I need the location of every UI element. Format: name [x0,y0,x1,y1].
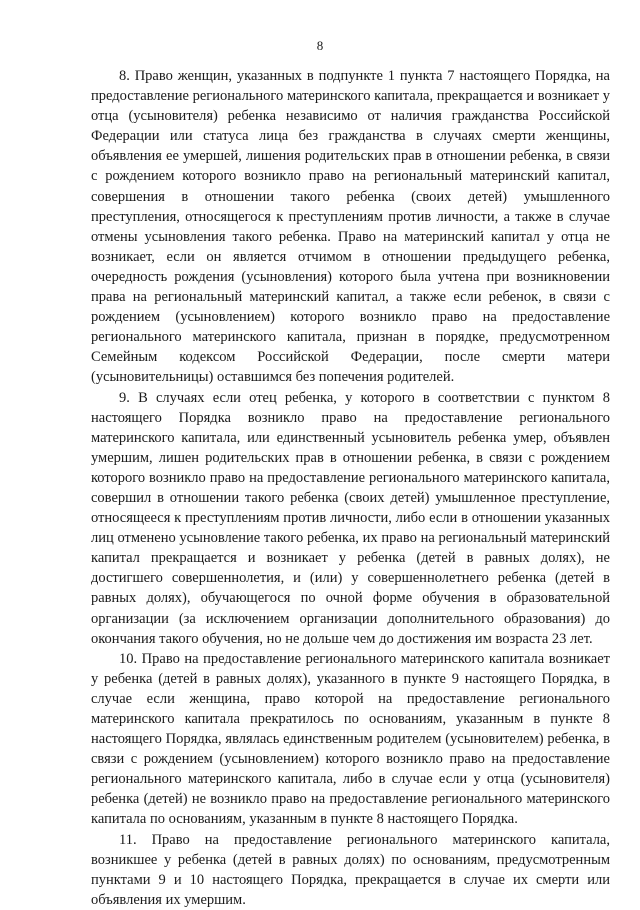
paragraph-9: 9. В случаях если отец ребенка, у которого в соответствии с пунктом 8 настоящего Порядка возникло право на предоставление регионального материнского капитала, или единственный усыновитель ребенка умер, объявлен умершим, лишен родительских прав в отношении ребенка, в связи с рождением которого возникло право на предоставление регионального материнского капитала, совершил в отношении такого ребенка (своих детей) умышленное преступление, относящееся к преступлениям против личности, либо если в отношении указанных лиц отменено усыновление такого ребенка, их право на региональный материнский капитал прекращается и возникает у ребенка (детей в равных долях), не достигшего совершеннолетия, и (или) у совершеннолетнего ребенка (детей в равных долях), обучающегося по очной форме обучения в образовательной организации (за исключением организации дополнительного образования) до окончания такого обучения, но не дольше чем до достижения им возраста 23 лет. [91,389,610,647]
document-body [91,66,610,910]
page-number: 8 [316,38,324,53]
paragraph-11: 11. Право на предоставление регионального материнского капитала, возникшее у ребенка (детей в равных долях) по основаниям, предусмотренным пунктами 9 и 10 настоящего Порядка, прекращается в случае их смерти или объявления их умершим. [91,831,610,908]
paragraph-10: 10. Право на предоставление регионального материнского капитала возникает у ребенка (детей в равных долях), указанного в пункте 9 настоящего Порядка, в случае если женщина, право которой на предоставление регионального материнского капитала прекратилось по основаниям, указанным в пункте 8 настоящего Порядка, являлась единственным родителем (усыновителем) ребенка, в связи с рождением (усыновлением) которого возникло право на предоставление регионального материнского капитала, либо в случае если у отца (усыновителя) ребенка (детей) не возникло право на предоставление регионального материнского капитала по основаниям, указанным в пункте 8 настоящего Порядка. [91,650,610,828]
paragraph-8: 8. Право женщин, указанных в подпункте 1 пункта 7 настоящего Порядка, на предоставление регионального материнского капитала, прекращается и возникает у отца (усыновителя) ребенка независимо от наличия гражданства Российской Федерации или статуса лица без гражданства в случаях смерти женщины, объявления ее умершей, лишения родительских прав в отношении ребенка, в связи с рождением которого возникло право на региональный материнский капитал, совершения в отношении такого ребенка (своих детей) умышленного преступления, относящегося к преступлениям против личности, а также в случае отмены усыновления такого ребенка. Право на материнский капитал у отца не возникает, если он является отчимом в отношении предыдущего ребенка, очередность рождения (усыновления) которого была учтена при возникновении права на региональный материнский капитал, а также если ребенок, в связи с рождением (усыновлением) которого возникло право на предоставление регионального материнского капитала, признан в порядке, предусмотренном Семейным кодексом Российской Федерации, после смерти матери (усыновительницы) оставшимся без попечения родителей. [91,68,610,386]
